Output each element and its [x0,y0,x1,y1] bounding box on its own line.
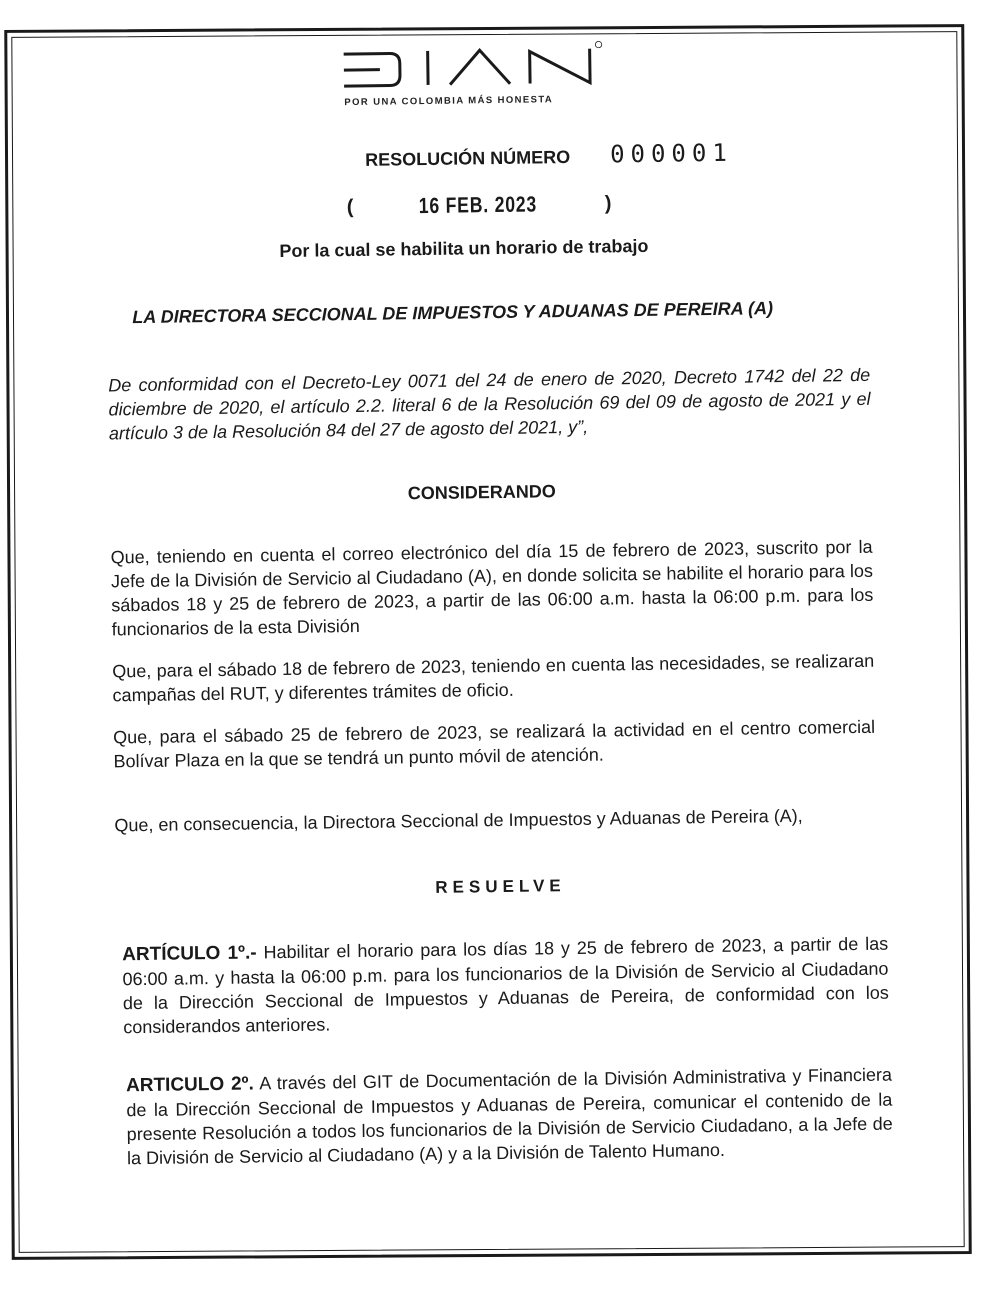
resolution-number: 000001 [610,139,733,169]
resolution-date: 16 FEB. 2023 [419,191,538,219]
considerando-paragraph: Que, teniendo en cuenta el correo electrónico del día 15 de febrero de 2023, suscrito por la Jefe de la División de Servicio al Ciudadano (A), en donde solicita se habilite el horario para los sábados 18 y 25 de febrero de 2023, a partir de las 06:00 a.m. hasta la 06:00 p.m. para los funcionarios de la esta División [111,535,874,642]
resolution-subject: Por la cual se habilita un horario de trabajo [279,236,648,262]
logo-tagline: POR UNA COLOMBIA MÁS HONESTA [344,94,553,108]
article-1 [122,932,889,1040]
considerando-paragraph: Que, en consecuencia, la Directora Seccional de Impuestos y Aduanas de Pereira (A), [114,803,876,838]
article-2 [126,1063,893,1171]
issuing-authority: LA DIRECTORA SECCIONAL DE IMPUESTOS Y ADUANAS DE PEREIRA (A) [132,298,773,328]
resolution-label: RESOLUCIÓN NÚMERO [365,147,570,171]
article-1-text: Habilitar el horario para los días 18 y 25 de febrero de 2023, a partir de las 06:00 a.m. y hasta la 06:00 p.m. para los funcionarios de la División de Servicio al Ciudadano de la Dirección Seccional de Impuestos y Aduanas de Pereira, de conformidad con los considerandos anteriores. [122,934,889,1038]
resuelve-heading: RESUELVE [435,876,566,898]
article-1-label: ARTÍCULO 1º.- [122,942,257,965]
article-2-text: A través del GIT de Documentación de la División Administrativa y Financiera de la Dirección Seccional de Impuestos y Aduanas de Pereira, comunicar el contenido de la presente Resolución a todos los funcionarios de la División de Servicio Ciudadano, a la Jefe de la División de Servicio al Ciudadano (A) y a la División de Talento Humano. [126,1065,893,1169]
date-paren-close: ) [605,192,612,215]
considerando-paragraph: Que, para el sábado 18 de febrero de 2023, teniendo en cuenta las necesidades, se realizaran campañas del RUT, y diferentes trámites de oficio. [112,649,875,708]
legal-basis-paragraph: De conformidad con el Decreto-Ley 0071 del 24 de enero de 2020, Decreto 1742 del 22 de diciembre de 2020, el artículo 2.2. literal 6 de la Resolución 69 del 09 de agosto de 2021 y el artículo 3 de la Resolución 84 del 27 de agosto del 2021, y”, [108,363,871,446]
article-2-label: ARTICULO 2º. [126,1073,254,1096]
date-paren-open: ( [347,196,354,219]
considerando-paragraph: Que, para el sábado 25 de febrero de 2023, se realizará la actividad en el centro comercial Bolívar Plaza en la que se tendrá un punto móvil de atención. [113,715,876,774]
considerando-heading: CONSIDERANDO [408,481,556,504]
